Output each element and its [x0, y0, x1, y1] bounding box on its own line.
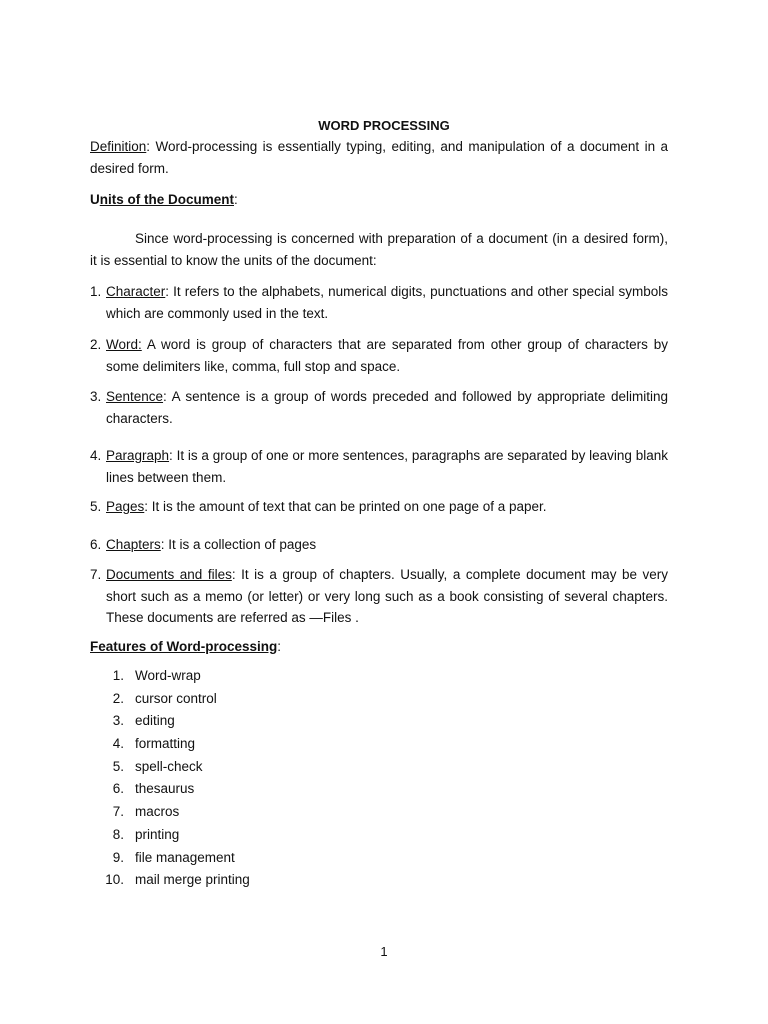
features-list — [90, 665, 490, 892]
unit-item-documents — [90, 564, 668, 629]
list-number: 4. — [112, 736, 124, 752]
unit-number: 5. — [90, 499, 102, 514]
list-number: 9. — [112, 849, 124, 865]
definition-paragraph — [90, 136, 668, 179]
unit-item-character — [90, 281, 668, 324]
unit-text: : It is a collection of pages — [160, 537, 317, 552]
definition-label: Definition — [90, 139, 147, 154]
list-number: 5. — [112, 758, 124, 774]
list-number: 8. — [112, 826, 124, 842]
unit-term: Word: — [106, 337, 142, 352]
unit-term: Character — [106, 284, 166, 299]
unit-item-sentence — [90, 386, 668, 429]
list-text: spell-check — [135, 758, 203, 774]
unit-term: Paragraph — [106, 448, 170, 463]
unit-term: Sentence — [106, 389, 164, 404]
unit-text: : It is a group of chapters. Usually, a complete document may be very short such as a memo (or letter) or very long such as a book consisting of several chapters. These documents are referred as —Files . — [106, 567, 668, 625]
intro-paragraph: Since word-processing is concerned with preparation of a document (in a desired form), it is essential to know the units of the document: — [90, 231, 668, 268]
list-number: 2. — [112, 690, 124, 706]
list-item — [90, 665, 490, 688]
list-text: formatting — [135, 736, 196, 752]
unit-term: Chapters — [106, 537, 161, 552]
list-item — [90, 733, 490, 756]
list-number: 1. — [112, 668, 124, 683]
list-text: editing — [135, 713, 175, 729]
list-item — [90, 801, 490, 824]
list-item — [90, 710, 490, 733]
list-text: mail merge printing — [135, 872, 250, 888]
list-text: Word-wrap — [135, 668, 201, 683]
list-item — [90, 869, 490, 892]
list-item — [90, 778, 490, 801]
list-number: 10. — [105, 872, 124, 888]
definition-text: : Word-processing is essentially typing, editing, and manipulation of a document in a desired form. — [90, 139, 668, 176]
unit-number: 6. — [90, 537, 102, 552]
list-text: thesaurus — [135, 781, 195, 797]
features-heading — [90, 636, 281, 658]
features-heading-colon: : — [277, 639, 282, 654]
unit-text: : It refers to the alphabets, numerical digits, punctuations and other special symbols which are commonly used in the text. — [106, 284, 668, 321]
list-item — [90, 824, 490, 847]
list-item — [90, 688, 490, 711]
units-heading — [90, 189, 238, 211]
list-item — [90, 756, 490, 779]
list-text: cursor control — [135, 690, 217, 706]
unit-item-pages — [90, 496, 668, 518]
list-item — [90, 847, 490, 870]
list-number: 6. — [112, 781, 124, 797]
page-title: WORD PROCESSING — [318, 118, 450, 133]
list-text: printing — [135, 826, 180, 842]
units-heading-first-letter: U — [90, 192, 100, 207]
unit-text: : A sentence is a group of words preceded and followed by appropriate delimiting characters. — [106, 389, 668, 426]
unit-term: Documents and files — [106, 567, 232, 582]
unit-item-word — [90, 334, 668, 377]
list-text: file management — [135, 849, 235, 865]
unit-item-paragraph — [90, 445, 668, 488]
units-heading-text: nits of the Document — [99, 192, 234, 207]
list-text: macros — [135, 804, 180, 820]
list-number: 7. — [112, 804, 124, 820]
unit-number: 2. — [90, 337, 102, 352]
unit-text: A word is group of characters that are separated from other group of characters by some delimiters like, comma, full stop and space. — [106, 337, 668, 374]
unit-item-chapters — [90, 534, 668, 556]
unit-number: 1. — [90, 284, 102, 299]
unit-text: : It is the amount of text that can be printed on one page of a paper. — [144, 499, 547, 514]
units-heading-colon: : — [234, 192, 238, 207]
unit-text: : It is a group of one or more sentences, paragraphs are separated by leaving blank lines between them. — [106, 448, 668, 485]
page-number: 1 — [380, 944, 388, 959]
features-heading-text: Features of Word-processing — [90, 639, 278, 654]
unit-number: 3. — [90, 389, 102, 404]
unit-term: Pages — [106, 499, 145, 514]
unit-number: 7. — [90, 567, 102, 582]
unit-number: 4. — [90, 448, 102, 463]
list-number: 3. — [112, 713, 124, 729]
